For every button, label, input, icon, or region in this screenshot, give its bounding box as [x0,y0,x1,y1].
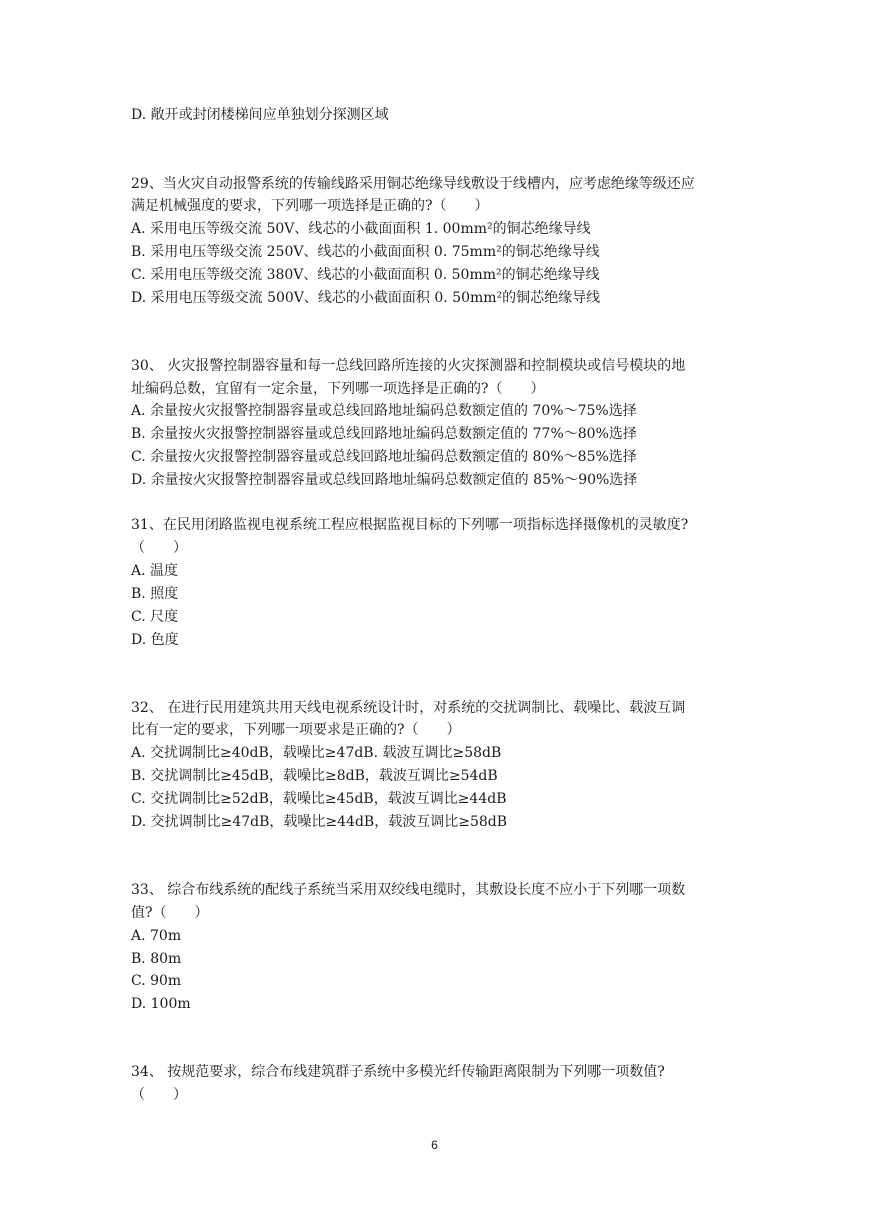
q31-option-d: D. 色度 [131,632,179,648]
q30-option-c: C. 余量按火灾报警控制器容量或总线回路地址编码总数额定值的 80%～85%选择 [131,449,637,465]
q33-stem-line1: 33、 综合布线系统的配线子系统当采用双绞线电缆时，其敷设长度不应小于下列哪一项数 [131,882,686,898]
q33-option-b: B. 80m [131,951,182,967]
q32-stem-line2: 比有一定的要求，下列哪一项要求是正确的?（ ） [131,722,461,738]
q33-stem-line2: 值?（ ） [131,905,209,921]
q29-option-b: B. 采用电压等级交流 250V、线芯的小截面面积 0. 75mm²的铜芯绝缘导线 [131,244,600,260]
q30-option-b: B. 余量按火灾报警控制器容量或总线回路地址编码总数额定值的 77%～80%选择 [131,426,637,442]
q29-option-a: A. 采用电压等级交流 50V、线芯的小截面面积 1. 00mm²的铜芯绝缘导线 [131,221,591,237]
q33-option-c: C. 90m [131,973,182,989]
q30-option-d: D. 余量按火灾报警控制器容量或总线回路地址编码总数额定值的 85%～90%选择 [131,472,638,488]
q34-stem-line2: （ ） [131,1087,187,1103]
q30-stem-line2: 址编码总数，宜留有一定余量，下列哪一项选择是正确的?（ ） [131,381,545,397]
q29-option-c: C. 采用电压等级交流 380V、线芯的小截面面积 0. 50mm²的铜芯绝缘导线 [131,267,600,283]
q29-option-d: D. 采用电压等级交流 500V、线芯的小截面面积 0. 50mm²的铜芯绝缘导线 [131,290,601,306]
q29-stem-line2: 满足机械强度的要求，下列哪一项选择是正确的?（ ） [131,198,489,214]
q32-option-d: D. 交扰调制比≥47dB，载噪比≥44dB，载波互调比≥58dB [131,814,508,830]
q32-option-a: A. 交扰调制比≥40dB，载噪比≥47dB. 载波互调比≥58dB [131,745,502,761]
q32-option-b: B. 交扰调制比≥45dB，载噪比≥8dB，载波互调比≥54dB [131,768,498,784]
q31-option-b: B. 照度 [131,586,179,602]
q28-option-d: D. 敞开或封闭楼梯间应单独划分探测区域 [131,107,389,123]
q30-stem-line1: 30、 火灾报警控制器容量和每一总线回路所连接的火灾探测器和控制模块或信号模块的地 [131,358,686,374]
q34-stem-line1: 34、 按规范要求，综合布线建筑群子系统中多模光纤传输距离限制为下列哪一项数值? [131,1064,665,1080]
q31-option-a: A. 温度 [131,563,179,579]
q31-stem-line2: （ ） [131,540,187,556]
q31-option-c: C. 尺度 [131,609,179,625]
q33-option-d: D. 100m [131,996,191,1012]
q29-stem-line1: 29、当火灾自动报警系统的传输线路采用铜芯绝缘导线敷设于线槽内，应考虑绝缘等级还应 [131,176,695,192]
q33-option-a: A. 70m [131,928,182,944]
q31-stem-line1: 31、在民用闭路监视电视系统工程应根据监视目标的下列哪一项指标选择摄像机的灵敏度? [131,517,689,533]
q32-stem-line1: 32、 在进行民用建筑共用天线电视系统设计时，对系统的交扰调制比、载噪比、载波互调 [131,700,686,716]
q32-option-c: C. 交扰调制比≥52dB，载噪比≥45dB，载波互调比≥44dB [131,791,507,807]
page-number: 6 [431,1138,438,1152]
q30-option-a: A. 余量按火灾报警控制器容量或总线回路地址编码总数额定值的 70%～75%选择 [131,403,637,419]
